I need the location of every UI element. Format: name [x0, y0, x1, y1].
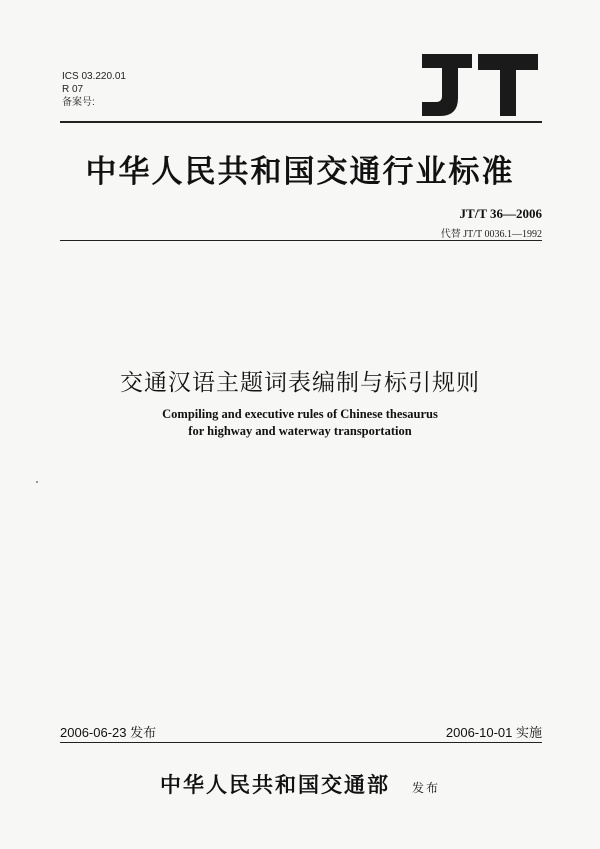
header-rule [60, 121, 542, 123]
scan-speck [36, 481, 38, 483]
classification-code: R 07 [62, 84, 84, 95]
standard-number-rule [60, 240, 542, 241]
footer-rule [60, 742, 542, 743]
ics-code: ICS 03.220.01 [62, 71, 126, 82]
publish-label: 发布 [411, 781, 440, 795]
standard-type-heading: 中华人民共和国交通行业标准 [85, 154, 515, 190]
standard-number: JT/T 36—2006 [459, 206, 542, 221]
classification-info [62, 70, 126, 109]
document-title-chinese: 交通汉语主题词表编制与标引规则 [120, 370, 480, 396]
record-number-label: 备案号: [62, 97, 95, 108]
implementation-date: 2006-10-01 实施 [445, 725, 542, 740]
english-title-line-1: Compiling and executive rules of Chinese thesaurus [162, 407, 438, 421]
publisher-line [0, 769, 600, 799]
document-title-english [0, 406, 600, 440]
issue-date: 2006-06-23 发布 [60, 725, 157, 740]
english-title-line-2: for highway and waterway transportation [188, 424, 412, 438]
standard-number-block [441, 206, 542, 240]
jt-logo [416, 50, 540, 120]
publisher-organization: 中华人民共和国交通部 [159, 773, 390, 797]
replaces-standard: 代替 JT/T 0036.1—1992 [440, 229, 542, 240]
